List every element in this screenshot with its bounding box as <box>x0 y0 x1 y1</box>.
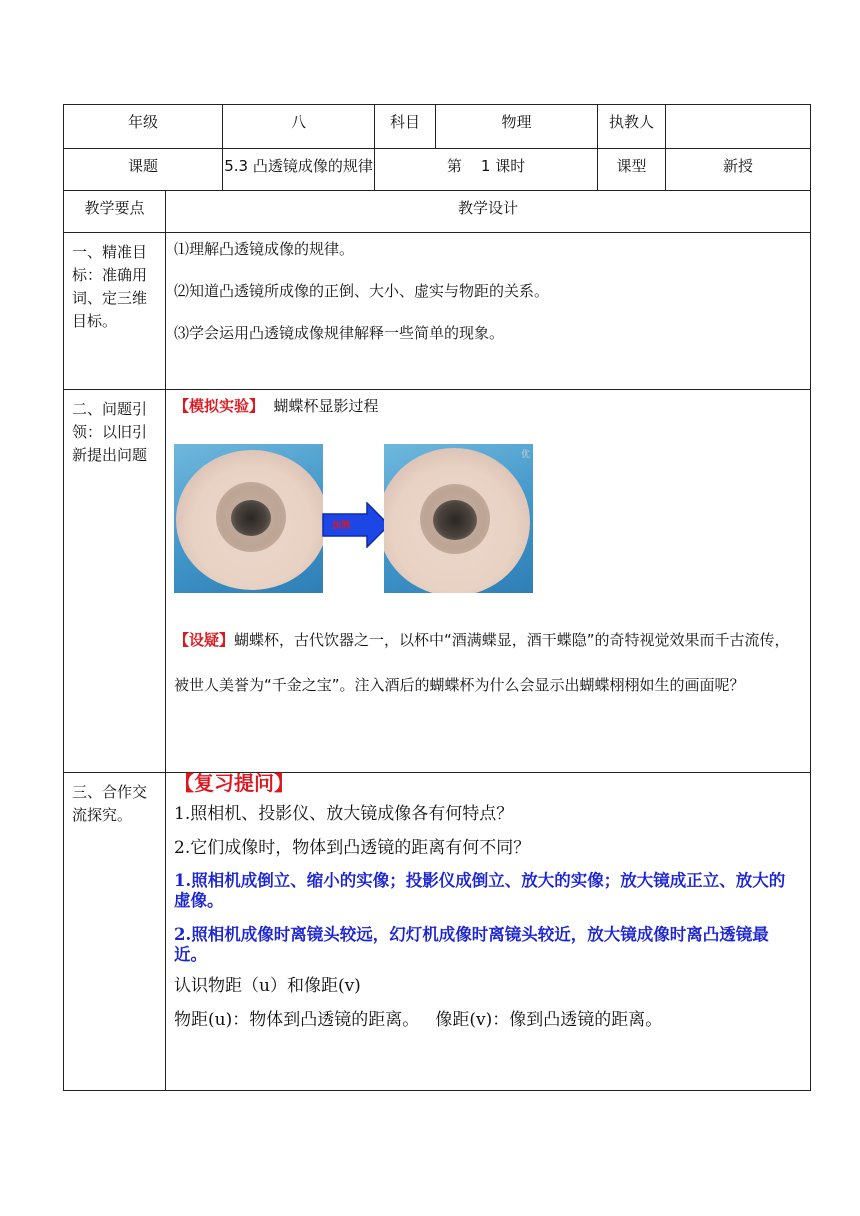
section-goals-row <box>64 233 811 390</box>
goals-cell <box>166 233 811 390</box>
column-right-header: 教学设计 <box>166 191 811 233</box>
type-value: 新授 <box>666 149 811 191</box>
question-paragraph <box>166 618 810 708</box>
topic-value: 5.3 凸透镜成像的规律 <box>223 149 375 191</box>
subject-value: 物理 <box>436 105 598 149</box>
explore-cell <box>166 773 811 1091</box>
review-question: 1.照相机、投影仪、放大镜成像各有何特点？ <box>174 804 514 824</box>
section-question-row <box>64 390 811 773</box>
experiment-title: 蝴蝶杯显影过程 <box>264 397 379 415</box>
section-goals-label: 一、精准目标：准确用词、定三维目标。 <box>64 233 166 390</box>
experiment-tag: 【模拟实验】 <box>174 397 265 415</box>
subject-label: 科目 <box>375 105 436 149</box>
lesson-plan-sheet <box>63 104 810 1091</box>
question-tag: 【设疑】 <box>174 631 235 649</box>
question-cell <box>166 390 811 773</box>
goal-item: ⑴理解凸透镜成像的规律。 <box>174 240 355 258</box>
header-row-2 <box>64 149 811 191</box>
review-title: 【复习提问】 <box>174 771 294 795</box>
grade-value: 八 <box>223 105 375 149</box>
arrow-label: 加酒 <box>332 521 351 531</box>
teacher-value <box>666 105 811 149</box>
section-explore-row <box>64 773 811 1091</box>
distance-definition: 物距(u)：物体到凸透镜的距离。 像距(v)：像到凸透镜的距离。 <box>174 1010 663 1030</box>
topic-label: 课题 <box>64 149 223 191</box>
question-text: 蝴蝶杯，古代饮器之一，以杯中“酒满蝶显，酒干蝶隐”的奇特视觉效果而千古流传，被世人美誉为“千金之宝”。注入酒后的蝴蝶杯为什么会显示出蝴蝶栩栩如生的画面呢？ <box>174 631 790 694</box>
watermark: 优 <box>520 450 530 460</box>
column-header-row <box>64 191 811 233</box>
section-explore-label: 三、合作交流探究。 <box>64 773 166 1091</box>
column-left-header: 教学要点 <box>64 191 166 233</box>
butterfly-cup-photos <box>166 444 810 604</box>
goal-item: ⑶学会运用凸透镜成像规律解释一些简单的现象。 <box>174 324 505 342</box>
cup-photo-after <box>384 444 533 593</box>
goal-item: ⑵知道凸透镜所成像的正倒、大小、虚实与物距的关系。 <box>174 282 550 300</box>
experiment-heading <box>166 396 810 416</box>
cup-photo-before <box>174 444 323 593</box>
review-answer: 1.照相机成倒立、缩小的实像；投影仪成倒立、放大的实像；放大镜成正立、放大的虚像。 <box>174 871 786 910</box>
header-row-1 <box>64 105 811 149</box>
period-value: 第 1 课时 <box>375 149 598 191</box>
type-label: 课型 <box>598 149 666 191</box>
grade-label: 年级 <box>64 105 223 149</box>
review-answer: 2.照相机成像时离镜头较远，幻灯机成像时离镜头较近，放大镜成像时离凸透镜最近。 <box>174 925 769 964</box>
section-question-label: 二、问题引领：以旧引新提出问题 <box>64 390 166 773</box>
review-question: 2.它们成像时，物体到凸透镜的距离有何不同？ <box>174 838 531 858</box>
distance-intro: 认识物距（u）和像距(v) <box>174 976 361 996</box>
lesson-plan-table <box>63 104 811 1091</box>
teacher-label: 执教人 <box>598 105 666 149</box>
